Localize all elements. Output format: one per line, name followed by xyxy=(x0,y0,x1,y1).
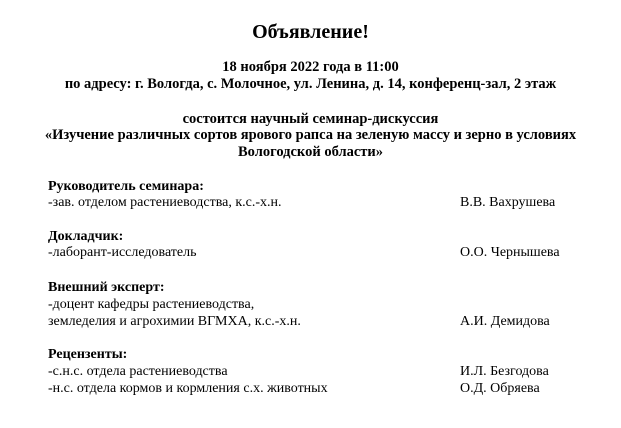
leader-name: В.В. Вахрушева xyxy=(460,195,556,210)
speaker-role: -лаборант-исследователь xyxy=(48,245,197,260)
reviewers-heading: Рецензенты: xyxy=(48,347,128,362)
date-line: 18 ноября 2022 года в 11:00 xyxy=(222,59,399,75)
expert-role-line-1: -доцент кафедры растениеводства, xyxy=(48,297,255,312)
expert-name: А.И. Демидова xyxy=(460,314,550,329)
event-line: состоится научный семинар-дискуссия xyxy=(182,111,439,127)
leader-heading: Руководитель семинара: xyxy=(48,179,204,194)
announcement-title: Объявление! xyxy=(252,21,369,43)
expert-heading: Внешний эксперт: xyxy=(48,280,165,295)
reviewer-name-2: О.Д. Обряева xyxy=(460,381,540,396)
topic-line-1: «Изучение различных сортов ярового рапса на зеленую массу и зерно в условиях xyxy=(44,127,577,143)
reviewer-role-2: -н.с. отдела кормов и кормления с.х. животных xyxy=(48,381,328,396)
speaker-name: О.О. Чернышева xyxy=(460,245,560,260)
expert-role-line-2: земледелия и агрохимии ВГМХА, к.с.-х.н. xyxy=(48,314,301,329)
reviewer-role-1: -с.н.с. отдела растениеводства xyxy=(48,364,228,379)
leader-role: -зав. отделом растениеводства, к.с.-х.н. xyxy=(48,195,282,210)
reviewer-name-1: И.Л. Безгодова xyxy=(460,364,549,379)
topic-line-2: Вологодской области» xyxy=(237,144,384,160)
speaker-heading: Докладчик: xyxy=(48,229,124,244)
address-line: по адресу: г. Вологда, с. Молочное, ул. Ленина, д. 14, конференц-зал, 2 этаж xyxy=(64,76,557,92)
